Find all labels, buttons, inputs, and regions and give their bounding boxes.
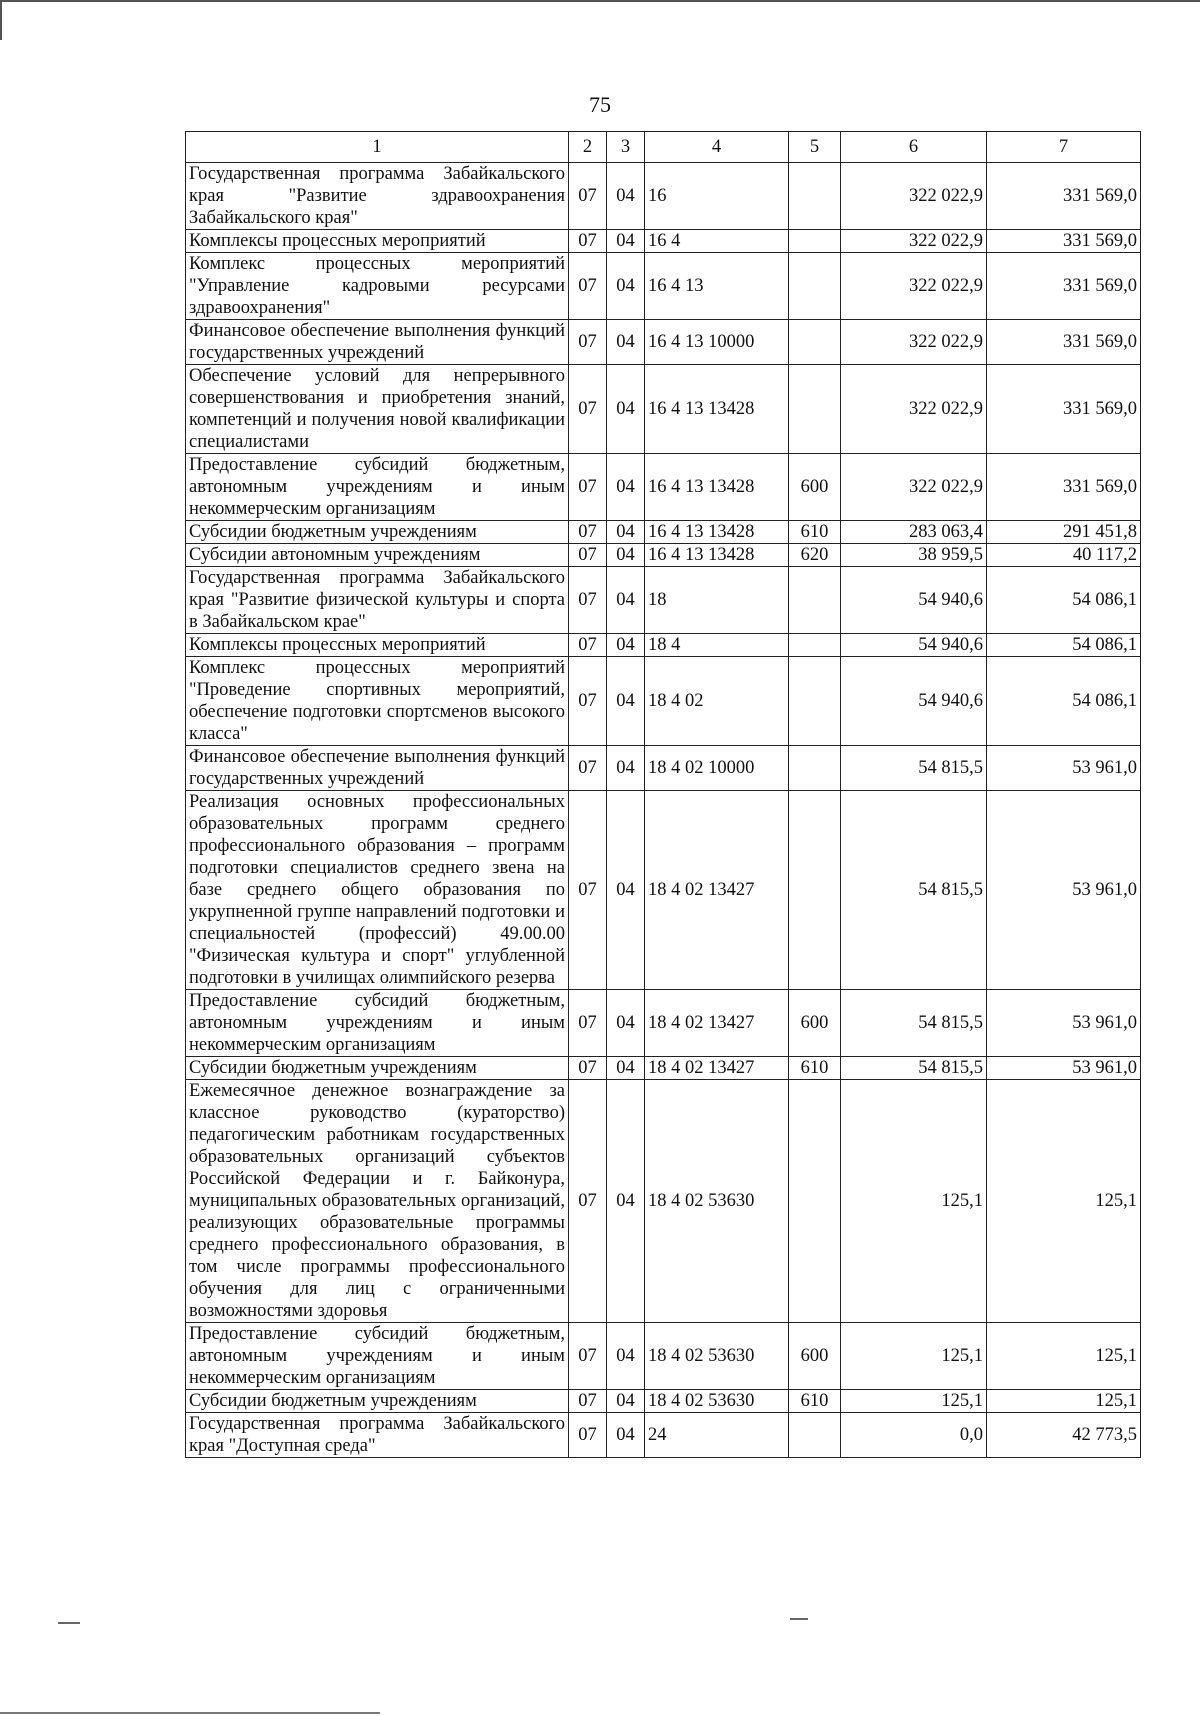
amount-year2-cell: 54 086,1 — [987, 634, 1141, 657]
amount-year1-cell: 54 940,6 — [841, 657, 987, 746]
table-row — [186, 1413, 1141, 1458]
target-article-code-cell: 16 4 13 13428 — [645, 454, 789, 521]
target-article-code-cell: 16 4 13 10000 — [645, 320, 789, 365]
amount-year2-cell: 42 773,5 — [987, 1413, 1141, 1458]
target-article-code-cell: 18 4 02 53630 — [645, 1080, 789, 1323]
expense-type-cell — [789, 253, 841, 320]
section-code-cell: 07 — [569, 454, 607, 521]
subsection-code-cell: 04 — [607, 1080, 645, 1323]
row-name-cell: Государственная программа Забайкальского края "Развитие здравоохранения Забайкальского края" — [186, 163, 569, 230]
target-article-code-cell: 16 — [645, 163, 789, 230]
subsection-code-cell: 04 — [607, 365, 645, 454]
row-name-cell: Реализация основных профессиональных образовательных программ среднего профессионального образования – программ подготовки специалистов среднего звена на базе среднего общего образования по укрупненной группе направлений подготовки и специальностей (профессий) 49.00.00 "Физическая культура и спорт" углубленной подготовки в училищах олимпийского резерва — [186, 791, 569, 990]
row-name-cell: Комплекс процессных мероприятий "Управление кадровыми ресурсами здравоохранения" — [186, 253, 569, 320]
amount-year2-cell: 331 569,0 — [987, 454, 1141, 521]
amount-year1-cell: 54 815,5 — [841, 990, 987, 1057]
amount-year2-cell: 125,1 — [987, 1080, 1141, 1323]
column-header: 6 — [841, 132, 987, 163]
table-row — [186, 253, 1141, 320]
section-code-cell: 07 — [569, 320, 607, 365]
section-code-cell: 07 — [569, 230, 607, 253]
amount-year1-cell: 54 815,5 — [841, 746, 987, 791]
expense-type-cell — [789, 791, 841, 990]
table-row — [186, 1080, 1141, 1323]
table-row — [186, 1057, 1141, 1080]
section-code-cell: 07 — [569, 1413, 607, 1458]
target-article-code-cell: 18 4 02 13427 — [645, 791, 789, 990]
column-header: 2 — [569, 132, 607, 163]
amount-year2-cell: 40 117,2 — [987, 544, 1141, 567]
row-name-cell: Предоставление субсидий бюджетным, автономным учреждениям и иным некоммерческим организациям — [186, 990, 569, 1057]
section-code-cell: 07 — [569, 746, 607, 791]
row-name-cell: Субсидии бюджетным учреждениям — [186, 521, 569, 544]
subsection-code-cell: 04 — [607, 544, 645, 567]
section-code-cell: 07 — [569, 1057, 607, 1080]
target-article-code-cell: 24 — [645, 1413, 789, 1458]
section-code-cell: 07 — [569, 253, 607, 320]
amount-year1-cell: 322 022,9 — [841, 320, 987, 365]
section-code-cell: 07 — [569, 521, 607, 544]
amount-year2-cell: 331 569,0 — [987, 163, 1141, 230]
scan-edge-bottom — [0, 1712, 380, 1714]
expense-type-cell — [789, 230, 841, 253]
expense-type-cell: 600 — [789, 454, 841, 521]
row-name-cell: Финансовое обеспечение выполнения функций государственных учреждений — [186, 320, 569, 365]
subsection-code-cell: 04 — [607, 163, 645, 230]
subsection-code-cell: 04 — [607, 320, 645, 365]
row-name-cell: Государственная программа Забайкальского края "Доступная среда" — [186, 1413, 569, 1458]
section-code-cell: 07 — [569, 567, 607, 634]
amount-year2-cell: 331 569,0 — [987, 365, 1141, 454]
table-row — [186, 791, 1141, 990]
scan-edge-top — [0, 0, 1200, 2]
section-code-cell: 07 — [569, 163, 607, 230]
section-code-cell: 07 — [569, 1323, 607, 1390]
amount-year2-cell: 331 569,0 — [987, 230, 1141, 253]
expense-type-cell — [789, 1080, 841, 1323]
amount-year2-cell: 53 961,0 — [987, 1057, 1141, 1080]
row-name-cell: Предоставление субсидий бюджетным, автономным учреждениям и иным некоммерческим организациям — [186, 454, 569, 521]
subsection-code-cell: 04 — [607, 1390, 645, 1413]
amount-year2-cell: 53 961,0 — [987, 746, 1141, 791]
amount-year1-cell: 38 959,5 — [841, 544, 987, 567]
row-name-cell: Комплексы процессных мероприятий — [186, 634, 569, 657]
subsection-code-cell: 04 — [607, 634, 645, 657]
amount-year2-cell: 54 086,1 — [987, 567, 1141, 634]
subsection-code-cell: 04 — [607, 746, 645, 791]
table-row — [186, 163, 1141, 230]
expense-type-cell — [789, 163, 841, 230]
subsection-code-cell: 04 — [607, 230, 645, 253]
amount-year1-cell: 322 022,9 — [841, 253, 987, 320]
table-header-row — [186, 132, 1141, 163]
target-article-code-cell: 16 4 13 13428 — [645, 544, 789, 567]
target-article-code-cell: 18 4 02 — [645, 657, 789, 746]
subsection-code-cell: 04 — [607, 521, 645, 544]
table-row — [186, 230, 1141, 253]
amount-year1-cell: 322 022,9 — [841, 163, 987, 230]
target-article-code-cell: 18 4 02 13427 — [645, 1057, 789, 1080]
table-row — [186, 990, 1141, 1057]
amount-year1-cell: 322 022,9 — [841, 230, 987, 253]
column-header: 7 — [987, 132, 1141, 163]
amount-year1-cell: 54 815,5 — [841, 791, 987, 990]
amount-year1-cell: 125,1 — [841, 1080, 987, 1323]
expense-type-cell — [789, 657, 841, 746]
expense-type-cell: 610 — [789, 1057, 841, 1080]
table-row — [186, 1323, 1141, 1390]
target-article-code-cell: 16 4 13 13428 — [645, 521, 789, 544]
table-row — [186, 746, 1141, 791]
table-row — [186, 544, 1141, 567]
subsection-code-cell: 04 — [607, 791, 645, 990]
amount-year2-cell: 53 961,0 — [987, 791, 1141, 990]
amount-year1-cell: 125,1 — [841, 1323, 987, 1390]
subsection-code-cell: 04 — [607, 253, 645, 320]
section-code-cell: 07 — [569, 634, 607, 657]
scan-edge-left — [0, 0, 2, 40]
expense-type-cell: 600 — [789, 1323, 841, 1390]
table-row — [186, 657, 1141, 746]
expense-type-cell — [789, 365, 841, 454]
row-name-cell: Комплекс процессных мероприятий "Проведение спортивных мероприятий, обеспечение подготовки спортсменов высокого класса" — [186, 657, 569, 746]
row-name-cell: Финансовое обеспечение выполнения функций государственных учреждений — [186, 746, 569, 791]
table-row — [186, 365, 1141, 454]
row-name-cell: Государственная программа Забайкальского края "Развитие физической культуры и спорта в Забайкальском крае" — [186, 567, 569, 634]
amount-year2-cell: 291 451,8 — [987, 521, 1141, 544]
row-name-cell: Субсидии автономным учреждениям — [186, 544, 569, 567]
target-article-code-cell: 16 4 — [645, 230, 789, 253]
row-name-cell: Ежемесячное денежное вознаграждение за классное руководство (кураторство) педагогическим работникам государственных образовательных организаций субъектов Российской Федерации и г. Байконура, муниципальных образовательных организаций, реализующих образовательные программы среднего профессионального образования, в том числе программы профессионального обучения для лиц с ограниченными возможностями здоровья — [186, 1080, 569, 1323]
amount-year1-cell: 125,1 — [841, 1390, 987, 1413]
expense-type-cell — [789, 746, 841, 791]
target-article-code-cell: 18 — [645, 567, 789, 634]
expense-type-cell: 610 — [789, 521, 841, 544]
subsection-code-cell: 04 — [607, 1057, 645, 1080]
amount-year1-cell: 322 022,9 — [841, 365, 987, 454]
row-name-cell: Комплексы процессных мероприятий — [186, 230, 569, 253]
row-name-cell: Субсидии бюджетным учреждениям — [186, 1057, 569, 1080]
expense-type-cell — [789, 320, 841, 365]
budget-table — [185, 131, 1141, 1458]
column-header: 1 — [186, 132, 569, 163]
target-article-code-cell: 18 4 02 13427 — [645, 990, 789, 1057]
expense-type-cell — [789, 567, 841, 634]
subsection-code-cell: 04 — [607, 990, 645, 1057]
section-code-cell: 07 — [569, 990, 607, 1057]
section-code-cell: 07 — [569, 544, 607, 567]
table-row — [186, 454, 1141, 521]
table-row — [186, 521, 1141, 544]
target-article-code-cell: 18 4 — [645, 634, 789, 657]
row-name-cell: Предоставление субсидий бюджетным, автономным учреждениям и иным некоммерческим организациям — [186, 1323, 569, 1390]
column-header: 3 — [607, 132, 645, 163]
amount-year1-cell: 283 063,4 — [841, 521, 987, 544]
amount-year1-cell: 54 940,6 — [841, 634, 987, 657]
expense-type-cell — [789, 1413, 841, 1458]
amount-year2-cell: 54 086,1 — [987, 657, 1141, 746]
table-row — [186, 567, 1141, 634]
amount-year1-cell: 0,0 — [841, 1413, 987, 1458]
amount-year2-cell: 125,1 — [987, 1390, 1141, 1413]
amount-year2-cell: 331 569,0 — [987, 253, 1141, 320]
scan-artifact-mark — [58, 1622, 80, 1624]
amount-year1-cell: 322 022,9 — [841, 454, 987, 521]
amount-year1-cell: 54 940,6 — [841, 567, 987, 634]
table-row — [186, 320, 1141, 365]
amount-year1-cell: 54 815,5 — [841, 1057, 987, 1080]
page-number: 75 — [589, 92, 611, 117]
target-article-code-cell: 16 4 13 — [645, 253, 789, 320]
section-code-cell: 07 — [569, 1390, 607, 1413]
subsection-code-cell: 04 — [607, 1323, 645, 1390]
amount-year2-cell: 53 961,0 — [987, 990, 1141, 1057]
section-code-cell: 07 — [569, 1080, 607, 1323]
expense-type-cell: 600 — [789, 990, 841, 1057]
amount-year2-cell: 125,1 — [987, 1323, 1141, 1390]
subsection-code-cell: 04 — [607, 1413, 645, 1458]
row-name-cell: Субсидии бюджетным учреждениям — [186, 1390, 569, 1413]
section-code-cell: 07 — [569, 791, 607, 990]
subsection-code-cell: 04 — [607, 454, 645, 521]
subsection-code-cell: 04 — [607, 567, 645, 634]
row-name-cell: Обеспечение условий для непрерывного совершенствования и приобретения знаний, компетенций и получения новой квалификации специалистами — [186, 365, 569, 454]
section-code-cell: 07 — [569, 365, 607, 454]
target-article-code-cell: 18 4 02 53630 — [645, 1390, 789, 1413]
expense-type-cell — [789, 634, 841, 657]
column-header: 4 — [645, 132, 789, 163]
subsection-code-cell: 04 — [607, 657, 645, 746]
expense-type-cell: 620 — [789, 544, 841, 567]
table-row — [186, 1390, 1141, 1413]
scan-artifact-mark — [790, 1618, 808, 1620]
target-article-code-cell: 16 4 13 13428 — [645, 365, 789, 454]
amount-year2-cell: 331 569,0 — [987, 320, 1141, 365]
target-article-code-cell: 18 4 02 10000 — [645, 746, 789, 791]
section-code-cell: 07 — [569, 657, 607, 746]
target-article-code-cell: 18 4 02 53630 — [645, 1323, 789, 1390]
column-header: 5 — [789, 132, 841, 163]
table-row — [186, 634, 1141, 657]
expense-type-cell: 610 — [789, 1390, 841, 1413]
